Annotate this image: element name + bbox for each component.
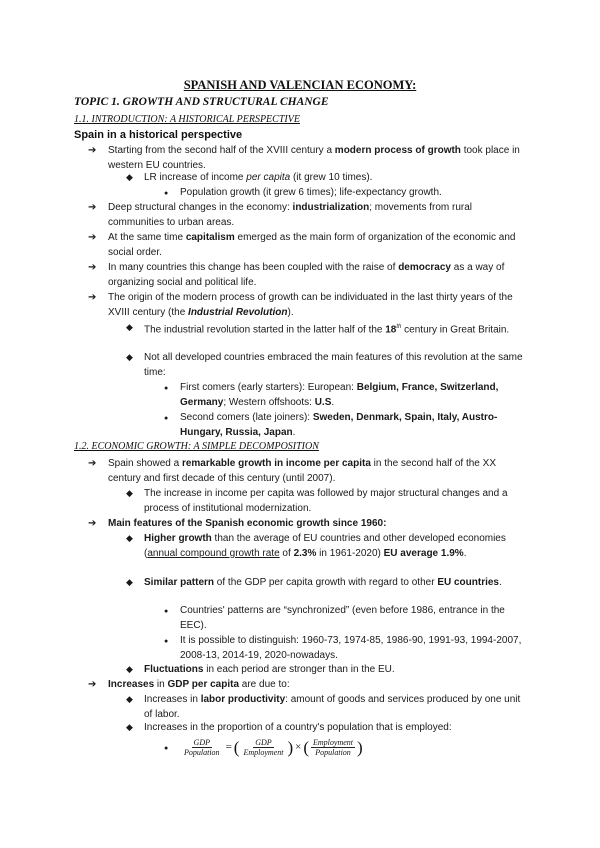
bullet-remarkable-growth: ➔ Spain showed a remarkable growth in income per capita in the second half of the XX century and first decade of this century (until 2007). (88, 458, 496, 484)
dot-icon: ● (164, 415, 169, 422)
bullet-increases-gdp: ➔ Increases in GDP per capita are due to: (88, 679, 290, 690)
bullet-fluctuations: ◆ Fluctuations in each period are stronger than in the EU. (126, 664, 395, 675)
arrow-icon: ➔ (88, 458, 97, 469)
diamond-icon: ◆ (126, 722, 133, 732)
dot-icon: ● (164, 745, 169, 752)
gdp-decomposition-formula: $\frac{\text{GDP}}{\text{Population}}$ = ( $\frac{\text{GDP}}{\text{Employment}}$ ) × ( $\frac{\text{Employment}}{\text{Population}}$ ) (184, 737, 363, 757)
bullet-periods: ● It is possible to distinguish: 1960-73, 1974-85, 1986-90, 1991-93, 1994-2007, 2008-13, 2014-19, 2020-nowadays. (164, 635, 522, 661)
diamond-icon: ◆ (126, 533, 133, 543)
bullet-higher-growth: ◆ Higher growth than the average of EU countries and other developed economies (annual compound growth rate of 2.3% in 1961-2020) EU average 1.9%. (126, 533, 506, 559)
dot-icon: ● (164, 608, 169, 615)
bullet-structural-changes: ➔ Deep structural changes in the economy: industrialization; movements from rural communities to urban areas. (88, 202, 473, 228)
arrow-icon: ➔ (88, 518, 97, 529)
bullet-population-growth: ● Population growth (it grew 6 times); life-expectancy growth. (180, 185, 528, 200)
fraction-gdp-employment: $\frac{\text{GDP}}{\text{Employment}}$ (243, 737, 284, 757)
arrow-icon: ➔ (88, 232, 97, 243)
bullet-main-features: ➔ Main features of the Spanish economic growth since 1960: (88, 518, 387, 529)
bullet-democracy: ➔ In many countries this change has been coupled with the raise of democracy as a way of organizing social and political life. (88, 262, 505, 288)
bullet-employed-proportion: ◆ Increases in the proportion of a country's population that is employed: (126, 722, 452, 733)
topic-heading: TOPIC 1. GROWTH AND STRUCTURAL CHANGE (74, 96, 329, 108)
arrow-icon: ➔ (88, 292, 97, 303)
bullet-income-increase: ◆ LR increase of income per capita (it grew 10 times). (126, 172, 373, 183)
section-heading-1-1: 1.1. INTRODUCTION: A HISTORICAL PERSPECTIVE (74, 114, 300, 125)
bullet-second-comers: ● Second comers (late joiners): Sweden, Denmark, Spain, Italy, Austro-Hungary, Russia, Japan. (164, 412, 498, 438)
bullet-capitalism: ➔ At the same time capitalism emerged as the main form of organization of the economic and social order. (88, 232, 516, 258)
bullet-great-britain: ◆ The industrial revolution started in the latter half of the 18th century in Great Britain. (126, 322, 510, 336)
bullet-synchronized: ● Countries' patterns are “synchronized” (even before 1986, entrance in the EEC). (164, 605, 505, 631)
dot-icon: ● (164, 385, 169, 392)
section-heading-1-2: 1.2. ECONOMIC GROWTH: A SIMPLE DECOMPOSITION (74, 441, 319, 452)
bullet-industrial-revolution: ➔ The origin of the modern process of growth can be individuated in the last thirty years of the XVIII century (the Industrial Revolution). (88, 292, 513, 318)
arrow-icon: ➔ (88, 145, 97, 156)
diamond-icon: ◆ (126, 664, 133, 674)
arrow-icon: ➔ (88, 202, 97, 213)
diamond-icon: ◆ (126, 488, 133, 498)
diamond-icon: ◆ (126, 694, 133, 704)
bullet-not-all-countries: ◆ Not all developed countries embraced the main features of this revolution at the same time: (126, 352, 523, 378)
subheading-historical-perspective: Spain in a historical perspective (74, 129, 243, 141)
fraction-gdp-population: $\frac{\text{GDP}}{\text{Population}}$ (184, 737, 220, 757)
bullet-structural-modernization: ◆ The increase in income per capita was followed by major structural changes and a process of institutional modernization. (126, 488, 508, 514)
page-title: SPANISH AND VALENCIAN ECONOMY: (183, 78, 417, 92)
diamond-icon: ◆ (126, 322, 133, 332)
bullet-labor-productivity: ◆ Increases in labor productivity: amount of goods and services produced by one unit of labor. (126, 694, 521, 720)
times-sign: × (295, 741, 302, 753)
fraction-employment-population: $\frac{\text{Employment}}{\text{Population}}$ (313, 737, 354, 757)
diamond-icon: ◆ (126, 577, 133, 587)
bullet-first-comers: ● First comers (early starters): European: Belgium, France, Switzerland, Germany; Western offshoots: U.S. (164, 382, 499, 408)
arrow-icon: ➔ (88, 262, 97, 273)
diamond-icon: ◆ (126, 172, 133, 182)
equals-sign: = (225, 741, 232, 753)
bullet-similar-pattern: ◆ Similar pattern of the GDP per capita growth with regard to other EU countries. (126, 577, 502, 588)
arrow-icon: ➔ (88, 679, 97, 690)
dot-icon: ● (164, 638, 169, 645)
diamond-icon: ◆ (126, 352, 133, 362)
bullet-modern-growth: ➔ Starting from the second half of the XVIII century a modern process of growth took place in western EU countries. (88, 145, 520, 171)
dot-icon: ● (164, 190, 169, 197)
